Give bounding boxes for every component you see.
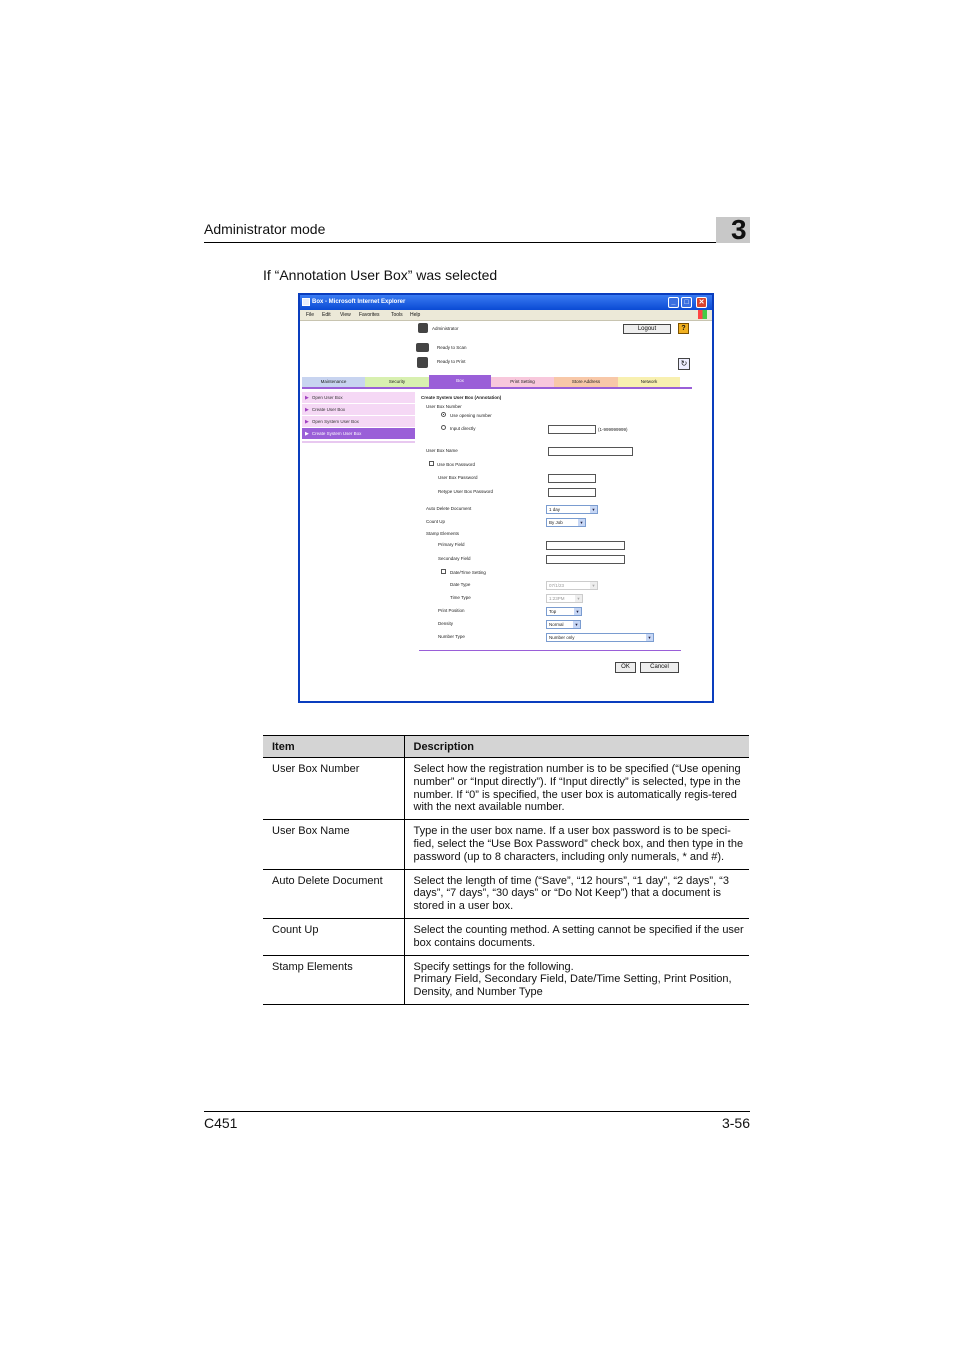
user-box-name-label: User Box Name — [426, 448, 458, 453]
input-directly-radio[interactable] — [441, 425, 446, 430]
chevron-down-icon: ▼ — [591, 507, 596, 512]
print-position-value: Top — [549, 609, 557, 614]
description-line: Primary Field, Secondary Field, Date/Time Setting, Print Position, Density, and Number Type — [413, 973, 732, 999]
chevron-down-icon: ▼ — [579, 520, 584, 525]
chevron-down-icon: ▼ — [647, 635, 652, 640]
print-status: Ready to Print — [437, 359, 466, 364]
description-line: Specify settings for the following. — [413, 960, 574, 973]
retype-password-input[interactable] — [548, 488, 596, 497]
density-value: Normal — [549, 622, 564, 627]
item-cell: Auto Delete Document — [263, 869, 404, 918]
window-title: Box - Microsoft Internet Explorer — [312, 299, 406, 305]
secondary-field-label: Secondary Field — [438, 556, 471, 561]
cancel-button[interactable]: Cancel — [640, 662, 679, 673]
arrow-right-icon: ▶ — [305, 419, 309, 425]
stamp-elements-label: Stamp Elements — [426, 531, 460, 536]
use-box-password-label: Use Box Password — [437, 462, 476, 467]
ok-button[interactable]: OK — [615, 662, 636, 673]
chevron-down-icon: ▼ — [575, 609, 580, 614]
use-box-password-checkbox[interactable] — [429, 461, 434, 466]
sidebar-item-label: Create User Box — [311, 407, 346, 412]
footer-model: C451 — [204, 1115, 238, 1131]
tab-bar — [302, 375, 692, 387]
use-opening-number-radio[interactable] — [441, 412, 446, 417]
form-divider — [419, 650, 681, 651]
print-position-select[interactable] — [546, 607, 582, 616]
user-box-password-label: User Box Password — [438, 475, 478, 480]
tab-underline — [302, 387, 692, 389]
density-select[interactable] — [546, 620, 581, 629]
tab-print-setting[interactable]: Print Setting — [491, 377, 554, 387]
table-row — [263, 869, 749, 918]
tab-store-address[interactable]: Store Address — [554, 377, 618, 387]
user-box-number-input[interactable] — [548, 425, 596, 434]
chevron-down-icon: ▼ — [574, 622, 579, 627]
number-type-label: Number Type — [438, 634, 465, 639]
browser-window-screenshot — [298, 293, 714, 703]
footer-rule — [204, 1111, 750, 1112]
count-up-label: Count Up — [426, 519, 446, 524]
chapter-number: 3 — [731, 214, 747, 245]
help-icon[interactable]: ? — [678, 323, 689, 334]
admin-user-icon — [418, 323, 428, 333]
item-cell: Stamp Elements — [263, 955, 404, 1004]
ie-page-icon — [302, 298, 310, 306]
time-type-select[interactable] — [546, 594, 583, 603]
admin-label: Administrator — [432, 326, 459, 331]
column-header-description: Description — [404, 736, 749, 758]
section-subheading: If “Annotation User Box” was selected — [263, 267, 498, 283]
primary-field-label: Primary Field — [438, 542, 465, 547]
description-cell: Type in the user box name. If a user box password is to be speci-fied, select the “Use Box Password” check box, and then type in the password (up to 8 characters, including only numerals, * and #). — [404, 820, 749, 869]
menu-edit[interactable]: Edit — [322, 312, 331, 318]
secondary-field-input[interactable] — [546, 555, 625, 564]
header-rule — [204, 242, 750, 243]
menu-favorites[interactable]: Favorites — [359, 312, 380, 318]
arrow-right-icon: ▶ — [305, 431, 309, 437]
printer-icon — [417, 357, 428, 368]
time-type-label: Time Type — [450, 595, 471, 600]
date-type-select[interactable] — [546, 581, 598, 590]
table-row — [263, 820, 749, 869]
menu-bar — [300, 310, 712, 321]
sidebar — [302, 392, 415, 443]
use-opening-number-label: Use opening number — [450, 413, 492, 418]
scanner-icon — [416, 343, 429, 352]
number-type-value: Number only — [549, 635, 575, 640]
menu-tools[interactable]: Tools — [391, 312, 403, 318]
count-up-value: By Job — [549, 520, 563, 525]
menu-file[interactable]: File — [306, 312, 315, 318]
user-box-password-input[interactable] — [548, 474, 596, 483]
number-range-hint: (1-999999999) — [598, 427, 628, 432]
datetime-setting-checkbox[interactable] — [441, 569, 446, 574]
number-type-select[interactable] — [546, 633, 654, 642]
table-row — [263, 918, 749, 955]
sidebar-item-open-system-user-box[interactable] — [302, 416, 415, 427]
arrow-right-icon: ▶ — [305, 395, 309, 401]
scan-status: Ready to Scan — [437, 345, 467, 350]
table-header-row — [263, 736, 749, 758]
arrow-right-icon: ▶ — [305, 407, 309, 413]
logout-button[interactable]: Logout — [623, 324, 671, 334]
sidebar-rule — [302, 441, 415, 443]
menu-help[interactable]: Help — [410, 312, 421, 318]
running-header-title: Administrator mode — [204, 221, 326, 237]
datetime-setting-label: Date/Time Setting — [450, 570, 486, 575]
time-type-value: 1:23PM — [549, 596, 565, 601]
user-box-number-label: User Box Number — [426, 404, 462, 409]
form-title: Create System User Box (Annotation) — [421, 395, 502, 400]
menu-view[interactable]: View — [340, 312, 351, 318]
web-content — [300, 321, 712, 701]
print-position-label: Print Position — [438, 608, 465, 613]
date-type-label: Date Type — [450, 582, 471, 587]
windows-logo-icon — [698, 310, 707, 319]
sidebar-item-label: Create System User Box — [311, 431, 362, 436]
tab-maintenance[interactable]: Maintenance — [302, 377, 365, 387]
user-box-name-input[interactable] — [548, 447, 633, 456]
footer-page-number: 3-56 — [721, 1115, 750, 1131]
input-directly-label: Input directly — [450, 426, 476, 431]
density-label: Density — [438, 621, 454, 626]
sidebar-item-create-user-box[interactable] — [302, 404, 415, 415]
window-titlebar — [300, 295, 712, 310]
auto-delete-select[interactable] — [546, 505, 598, 514]
minimize-button[interactable]: _ — [668, 297, 679, 308]
maximize-button[interactable]: □ — [681, 297, 692, 308]
item-cell: Count Up — [263, 918, 404, 955]
settings-table — [263, 735, 749, 1005]
item-cell: User Box Name — [263, 820, 404, 869]
description-cell: Select the counting method. A setting cannot be specified if the user box contains documents. — [404, 918, 749, 955]
sidebar-item-create-system-user-box[interactable] — [302, 428, 415, 439]
sidebar-item-label: Open User Box — [311, 395, 343, 400]
refresh-icon[interactable]: ↻ — [678, 358, 690, 370]
table-row — [263, 758, 749, 820]
column-header-item: Item — [263, 736, 404, 758]
tab-security[interactable]: Security — [365, 377, 429, 387]
tab-network[interactable]: Network — [618, 377, 680, 387]
description-cell: Select the length of time (“Save”, “12 hours”, “1 day”, “2 days”, “3 days”, “7 days”, “30 days” or “Do Not Keep”) that a document is stored in a user box. — [404, 869, 749, 918]
count-up-select[interactable] — [546, 518, 586, 527]
primary-field-input[interactable] — [546, 541, 625, 550]
description-cell — [404, 955, 749, 1004]
tab-box[interactable]: Box — [429, 375, 491, 387]
table-row — [263, 955, 749, 1004]
retype-password-label: Retype User Box Password — [438, 489, 494, 494]
date-type-value: 07/1/23 — [549, 583, 565, 588]
item-cell: User Box Number — [263, 758, 404, 820]
description-cell: Select how the registration number is to be specified (“Use opening number” or “Input directly”). If “Input directly” is selected, type in the number. If “0” is specified, the user box is automatically regis-tered with the next available number. — [404, 758, 749, 820]
sidebar-item-open-user-box[interactable] — [302, 392, 415, 403]
chevron-down-icon: ▼ — [591, 583, 596, 588]
auto-delete-label: Auto Delete Document — [426, 506, 472, 511]
auto-delete-value: 1 day — [549, 507, 561, 512]
close-button[interactable]: ✕ — [696, 297, 707, 308]
chevron-down-icon: ▼ — [576, 596, 581, 601]
sidebar-item-label: Open System User Box — [311, 419, 359, 424]
